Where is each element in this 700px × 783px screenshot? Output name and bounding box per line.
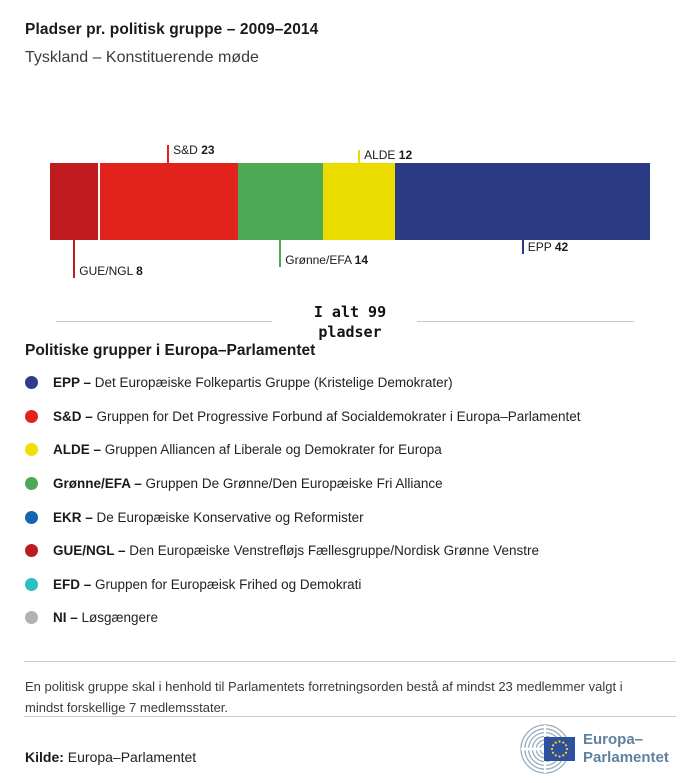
legend-item-label: EPP – Det Europæiske Folkepartis Gruppe (Kristelige Demokrater) [53,375,453,391]
eu-flag-stars-icon [544,737,575,761]
legend-item-efd [25,568,675,602]
callout-label-gue-ngl [79,264,143,278]
callout-tick-alde [358,150,360,163]
source-value: Europa–Parlamentet [67,749,197,765]
bar-segment-s-d [98,163,237,240]
legend-item-label: ALDE – Gruppen Alliancen af Liberale og Demokrater for Europa [53,442,442,458]
logo-text-line2: Parlamentet [583,749,669,766]
callout-group-name: S&D [173,143,202,157]
legend-item-label: EFD – Gruppen for Europæisk Frihed og Demokrati [53,576,362,592]
callout-group-name: ALDE [364,148,399,162]
stacked-bar [50,163,650,240]
legend-item-label: GUE/NGL – Den Europæiske Venstrefløjs Fællesgruppe/Nordisk Grønne Venstre [53,543,539,559]
callout-tick-gr-nne-efa [279,240,281,267]
legend-item-label: NI – Løsgængere [53,610,159,626]
footnote: En politisk gruppe skal i henhold til Parlamentets forretningsorden bestå af mindst 23 medlemmer valgt i mindst forskellige 7 medlemsstater. [25,679,623,715]
bar-segment-gr-nne-efa [238,163,323,240]
legend-color-dot [25,477,38,490]
callout-seat-count: 23 [201,143,215,157]
legend-item-label: S&D – Gruppen for Det Progressive Forbund af Socialdemokrater i Europa–Parlamentet [53,408,581,424]
bar-segment-alde [323,163,396,240]
callout-tick-gue-ngl [73,240,75,278]
callout-seat-count: 8 [136,264,143,278]
legend-color-dot [25,511,38,524]
divider-top [24,661,676,662]
legend-item-ekr [25,500,675,534]
legend-item-gue-ngl [25,534,675,568]
page-subtitle: Tyskland – Konstituerende møde [25,49,259,66]
callout-group-name: Grønne/EFA [285,253,355,267]
callout-seat-count: 14 [354,253,369,267]
callout-label-gr-nne-efa [285,253,368,267]
source-label: Kilde: [25,749,64,765]
callout-group-name: GUE/NGL [79,264,137,278]
legend-heading: Politiske grupper i Europa–Parlamentet [25,342,316,359]
legend-item-alde [25,433,675,467]
legend-item-label: Grønne/EFA – Gruppen De Grønne/Den Europæiske Fri Alliance [53,476,443,492]
legend-item-epp [25,366,675,400]
callout-label-s-d [173,143,214,157]
page-title: Pladser pr. politisk gruppe – 2009–2014 [25,21,319,38]
callout-seat-count: 12 [398,148,413,162]
segment-separator [98,163,100,240]
callout-tick-s-d [167,145,169,163]
legend-color-dot [25,376,38,389]
legend-item-ni [25,601,675,635]
callout-label-epp [528,240,569,254]
legend-item-s-d [25,400,675,434]
legend-item-label: EKR – De Europæiske Konservative og Reformister [53,509,364,525]
total-seats-line2: pladser [318,323,382,341]
legend-color-dot [25,443,38,456]
legend-color-dot [25,410,38,423]
total-seats-line1: I alt 99 [313,303,387,321]
callout-group-name: EPP [527,240,555,254]
legend-color-dot [25,578,38,591]
callout-tick-epp [522,240,524,254]
eu-parliament-logo [509,722,671,776]
total-seats-label [0,302,700,342]
divider-bottom [24,716,676,717]
legend-list [25,366,675,635]
legend-color-dot [25,611,38,624]
legend-item-gr-nne-efa [25,467,675,501]
source-line [25,749,196,765]
chart-area [0,130,700,290]
bar-segment-epp [395,163,650,240]
logo-text-line1: Europa– [583,731,644,748]
callout-label-alde [364,148,412,162]
legend-color-dot [25,544,38,557]
callout-seat-count: 42 [554,240,569,254]
bar-segment-gue-ngl [50,163,98,240]
